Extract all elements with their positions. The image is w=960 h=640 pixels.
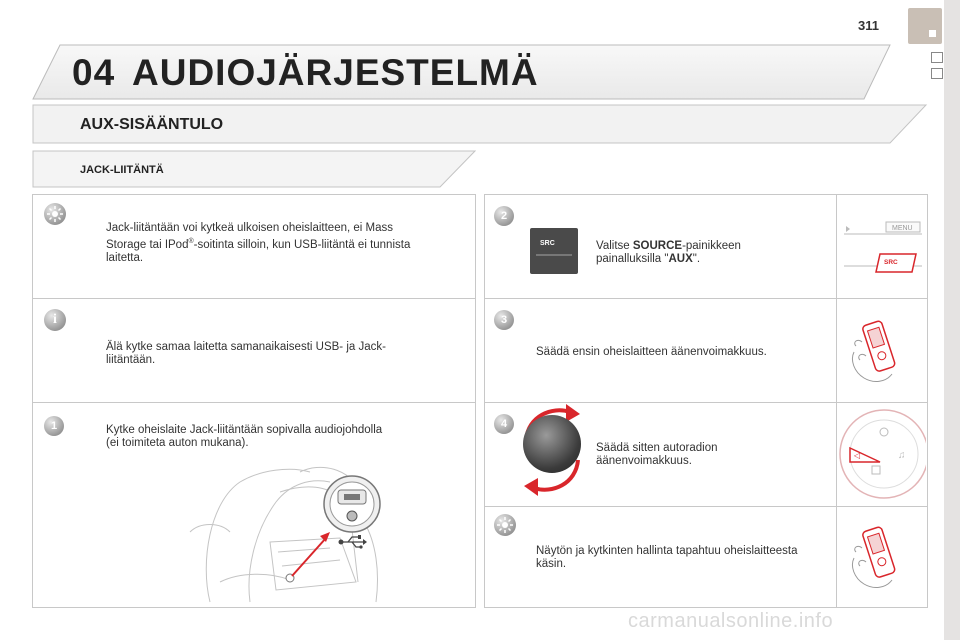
corner-tab: [908, 8, 942, 44]
usb-icon: [338, 534, 368, 550]
right-divider-3: [484, 506, 928, 507]
sun-tip-icon-right: [494, 514, 516, 536]
hand-phone-icon-2: [846, 522, 908, 594]
hand-phone-icon: [846, 316, 908, 388]
step-4-text: Säädä sitten autoradion äänenvoimakkuus.: [596, 442, 718, 467]
right-vdivider: [836, 194, 837, 608]
step-2-text: Valitse SOURCE-painikkeen painalluksilla "AUX".: [596, 240, 741, 265]
tip-text-right: Näytön ja kytkinten hallinta tapahtuu oheislaitteesta käsin.: [536, 545, 798, 570]
info-icon: i: [44, 309, 66, 331]
svg-text:♫: ♫: [898, 450, 906, 461]
left-divider-2: [32, 402, 476, 403]
svg-text:◁: ◁: [854, 451, 861, 460]
radio-panel-illustration: [840, 212, 926, 292]
step-3-badge: 3: [494, 310, 514, 330]
section-title: AUX-SISÄÄNTULO: [80, 116, 224, 133]
sun-tip-icon: [44, 203, 66, 225]
volume-knob-illustration: [523, 415, 581, 473]
radio-dial-illustration: [838, 406, 926, 502]
info-text: Älä kytke samaa laitetta samanaikaisesti USB- ja Jack- liitäntään.: [106, 341, 386, 366]
jack-socket-closeup: [322, 474, 382, 534]
left-divider-1: [32, 298, 476, 299]
step-2-badge: 2: [494, 206, 514, 226]
right-divider-1: [484, 298, 928, 299]
side-strip: [944, 0, 960, 640]
step-1-text: Kytke oheislaite Jack-liitäntään sopivalla audiojohdolla (ei toimiteta auton mukana).: [106, 424, 383, 449]
step-4-badge: 4: [494, 414, 514, 434]
src-label-small: SRC: [884, 259, 898, 266]
step-1-badge: 1: [44, 416, 64, 436]
watermark: carmanualsonline.info: [628, 610, 834, 632]
chapter-title: AUDIOJÄRJESTELMÄ: [132, 52, 539, 93]
side-checkbox-1: [931, 52, 943, 63]
tip-text-left: Jack-liitäntään voi kytkeä ulkoisen oheislaitteen, ei Mass Storage tai IPod®-soitinta silloin, kun USB-liitäntä ei tunnista laitetta.: [106, 222, 411, 264]
chapter-number: 04: [72, 52, 116, 93]
page-number: 311: [858, 18, 879, 33]
menu-label: MENU: [892, 225, 913, 232]
src-button-illustration: SRC: [530, 228, 578, 274]
subsection-title: JACK-LIITÄNTÄ: [80, 164, 164, 176]
step-3-text: Säädä ensin oheislaitteen äänenvoimakkuus.: [536, 346, 767, 358]
side-checkbox-2: [931, 68, 943, 79]
